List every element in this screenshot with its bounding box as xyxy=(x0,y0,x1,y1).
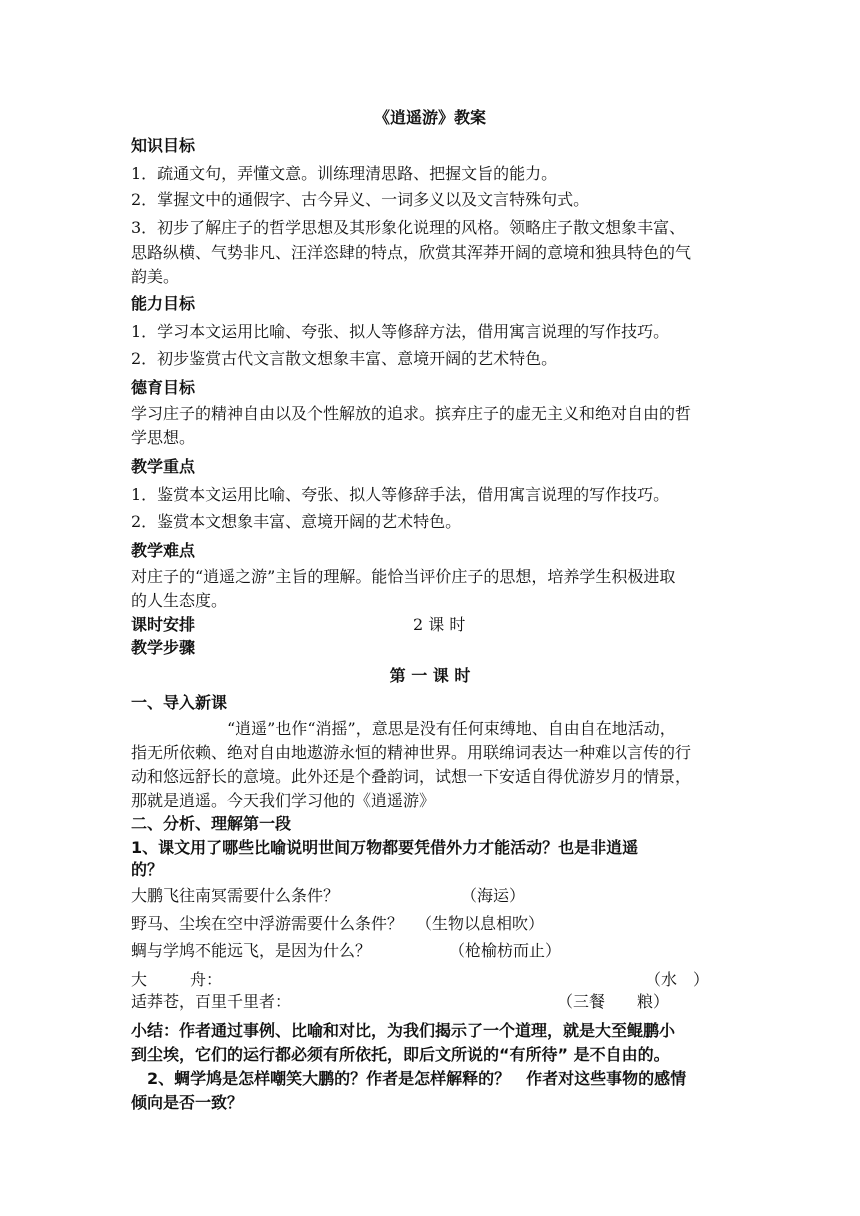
section-2-heading: 二、分析、理解第一段 xyxy=(131,814,292,833)
lesson-1-heading: 第 一 课 时 xyxy=(389,666,471,685)
intro-line-1: “逍遥”也作“消摇”，意思是没有任何束缚地、自由自在地活动， xyxy=(227,719,676,738)
schedule-value: 2 课 时 xyxy=(413,615,466,634)
moral-text-line-1: 学习庄子的精神自由以及个性解放的追求。摈弃庄子的虚无主义和绝对自由的哲 xyxy=(131,404,692,423)
qa-4-answer: （水 ） xyxy=(645,970,710,989)
focus-item-2: 2．鉴赏本文想象丰富、意境开阔的艺术特色。 xyxy=(131,512,462,531)
intro-line-3: 动和悠远舒长的意境。此外还是个叠韵词，试想一下安适自得优游岁月的情景， xyxy=(131,767,692,786)
knowledge-item-2: 2．掌握文中的通假字、古今异义、一词多义以及文言特殊句式。 xyxy=(131,190,590,209)
document-title: 《逍遥游》教案 xyxy=(373,108,486,127)
heading-teaching-focus: 教学重点 xyxy=(131,457,196,476)
qa-3-question: 蜩与学鸠不能远飞，是因为什么？ xyxy=(131,941,372,960)
qa-4-question-part-1: 大 xyxy=(131,970,148,989)
question-1-line-2: 的？ xyxy=(131,860,164,879)
summary-line-1: 小结：作者通过事例、比喻和对比，为我们揭示了一个道理，就是大至鲲鹏小 xyxy=(131,1021,676,1040)
summary-line-2: 到尘埃，它们的运行都必须有所依托，即后文所说的“有所待” 是不自由的。 xyxy=(131,1045,670,1064)
question-1-line-1: 1、课文用了哪些比喻说明世间万物都要凭借外力才能活动？也是非逍遥 xyxy=(131,838,639,857)
qa-2-question: 野马、尘埃在空中浮游需要什么条件？ xyxy=(131,914,404,933)
focus-item-1: 1．鉴赏本文运用比喻、夸张、拟人等修辞手法，借用寓言说理的写作技巧。 xyxy=(131,485,670,504)
qa-3-answer: （枪榆枋而止） xyxy=(449,941,562,960)
qa-5-question: 适莽苍，百里千里者： xyxy=(131,992,292,1011)
intro-line-2: 指无所依赖、绝对自由地遨游永恒的精神世界。用联绵词表达一种难以言传的行 xyxy=(131,743,692,762)
question-2-line-1: 2、蜩学鸠是怎样嘲笑大鹏的？作者是怎样解释的？ 作者对这些事物的感情 xyxy=(147,1069,687,1088)
difficulty-text-line-1: 对庄子的“逍遥之游”主旨的理解。能恰当评价庄子的思想，培养学生积极进取 xyxy=(131,567,676,586)
difficulty-text-line-2: 的人生态度。 xyxy=(131,591,228,610)
qa-1-answer: （海运） xyxy=(461,886,526,905)
question-2-line-2: 倾向是否一致？ xyxy=(131,1093,244,1112)
ability-item-1: 1．学习本文运用比喻、夸张、拟人等修辞方法，借用寓言说理的写作技巧。 xyxy=(131,322,670,341)
qa-1-question: 大鹏飞往南冥需要什么条件？ xyxy=(131,886,340,905)
schedule-label: 课时安排 xyxy=(131,615,196,634)
heading-moral-goals: 德育目标 xyxy=(131,378,196,397)
steps-label: 教学步骤 xyxy=(131,638,196,657)
heading-knowledge-goals: 知识目标 xyxy=(131,136,196,155)
moral-text-line-2: 学思想。 xyxy=(131,428,196,447)
ability-item-2: 2．初步鉴赏古代文言散文想象丰富、意境开阔的艺术特色。 xyxy=(131,349,558,368)
knowledge-item-1: 1．疏通文句，弄懂文意。训练理清思路、把握文旨的能力。 xyxy=(131,164,558,183)
qa-4-question-part-2: 舟： xyxy=(190,970,223,989)
section-1-heading: 一、导入新课 xyxy=(131,693,228,712)
knowledge-item-3-line-1: 3．初步了解庄子的哲学思想及其形象化说理的风格。领略庄子散文想象丰富、 xyxy=(131,218,686,237)
qa-2-answer: （生物以息相吹） xyxy=(416,914,545,933)
heading-teaching-difficulty: 教学难点 xyxy=(131,541,196,560)
knowledge-item-3-line-3: 韵美。 xyxy=(131,267,180,286)
knowledge-item-3-line-2: 思路纵横、气势非凡、汪洋恣肆的特点，欣赏其浑莽开阔的意境和独具特色的气 xyxy=(131,243,692,262)
intro-line-4: 那就是逍遥。今天我们学习他的《逍遥游》 xyxy=(131,791,436,810)
qa-5-answer: （三餐 粮） xyxy=(557,992,670,1011)
heading-ability-goals: 能力目标 xyxy=(131,294,196,313)
